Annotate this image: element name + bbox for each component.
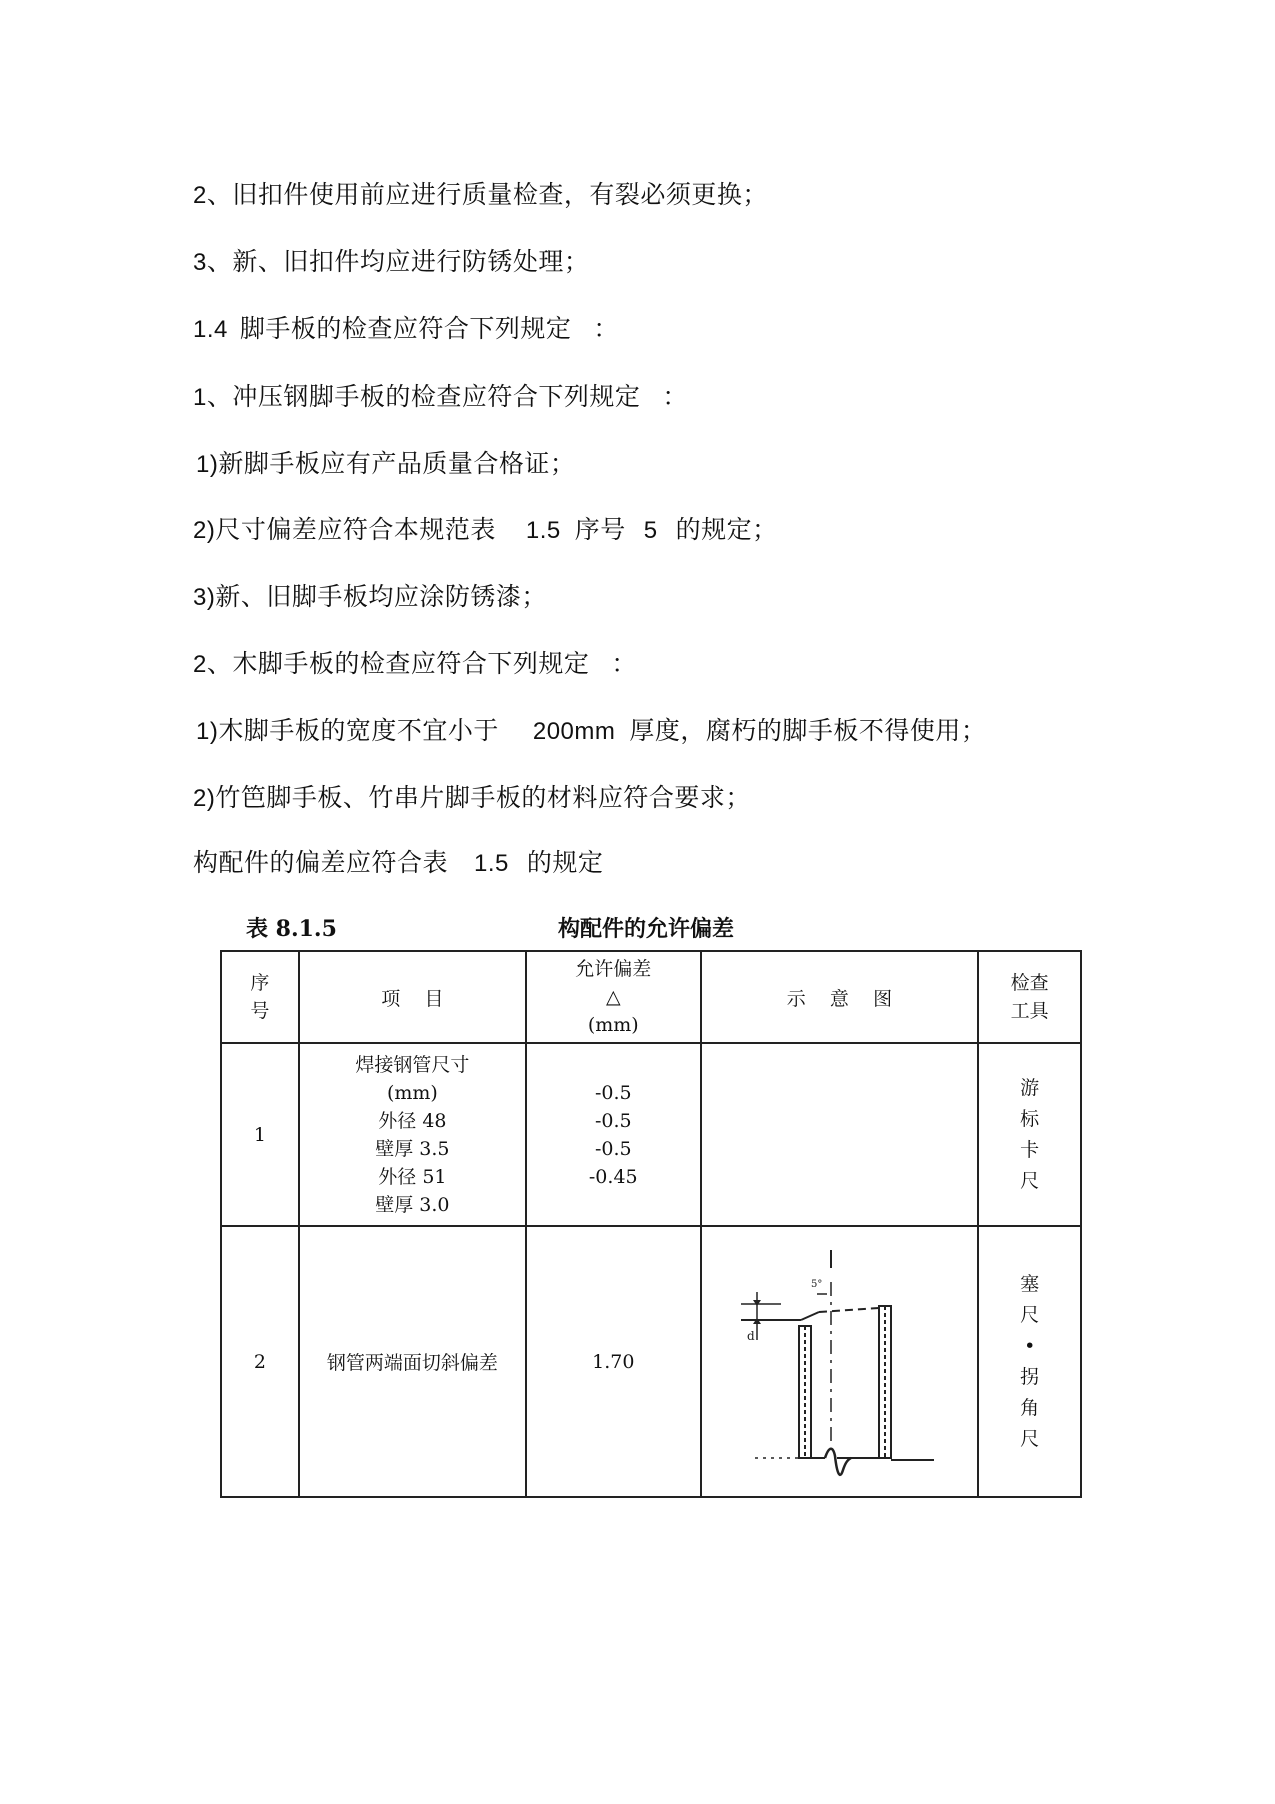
text-line-7: 3)新、旧脚手板均应涂防锈漆； bbox=[193, 582, 547, 611]
row1-tool: 游 标 卡 尺 bbox=[978, 1043, 1081, 1226]
text-line-11: 构配件的偏差应符合表 1.5 的规定 bbox=[193, 848, 604, 877]
text-line-1: 2、旧扣件使用前应进行质量检查，有裂必须更换； bbox=[193, 180, 768, 209]
text-line-2: 3、新、旧扣件均应进行防锈处理； bbox=[193, 247, 590, 276]
header-tool: 检查 工具 bbox=[978, 951, 1081, 1043]
row2-item: 钢管两端面切斜偏差 bbox=[299, 1226, 526, 1497]
row2-tool: 塞 尺 • 拐 角 尺 bbox=[978, 1226, 1081, 1497]
header-seq: 序 号 bbox=[221, 951, 299, 1043]
table-header-row bbox=[221, 951, 1081, 1043]
text-line-4: 1、冲压钢脚手板的检查应符合下列规定 ： bbox=[193, 382, 688, 411]
table-number: 表 8.1.5 bbox=[246, 916, 337, 942]
row1-diagram bbox=[701, 1043, 979, 1226]
text-line-9: 1)木脚手板的宽度不宜小于 200mm 厚度，腐朽的脚手板不得使用； bbox=[196, 716, 987, 745]
table-row bbox=[221, 1226, 1081, 1497]
section-heading-1-4: 1.4 脚手板的检查应符合下列规定 ： bbox=[193, 314, 619, 343]
row2-seq: 2 bbox=[221, 1226, 299, 1497]
svg-text:5°: 5° bbox=[811, 1278, 823, 1290]
row1-item: 焊接钢管尺寸 (mm) 外径 48 壁厚 3.5 外径 51 壁厚 3.0 bbox=[299, 1043, 526, 1226]
row2-deviation: 1.70 bbox=[526, 1226, 700, 1497]
header-deviation: 允许偏差 △ (mm) bbox=[526, 951, 700, 1043]
deviation-table bbox=[220, 950, 1082, 1498]
row1-seq: 1 bbox=[221, 1043, 299, 1226]
svg-text:d: d bbox=[747, 1328, 756, 1343]
header-item: 项 目 bbox=[299, 951, 526, 1043]
text-line-8: 2、木脚手板的检查应符合下列规定 ： bbox=[193, 649, 637, 678]
row2-diagram bbox=[701, 1226, 979, 1497]
table-title: 构配件的允许偏差 bbox=[558, 916, 735, 942]
pipe-end-bevel-diagram bbox=[719, 1242, 959, 1482]
row1-deviation: -0.5 -0.5 -0.5 -0.45 bbox=[526, 1043, 700, 1226]
text-line-10: 2)竹笆脚手板、竹串片脚手板的材料应符合要求； bbox=[193, 783, 751, 812]
header-diagram: 示 意 图 bbox=[701, 951, 979, 1043]
text-line-5: 1)新脚手板应有产品质量合格证； bbox=[196, 449, 576, 478]
table-row bbox=[221, 1043, 1081, 1226]
text-line-6: 2)尺寸偏差应符合本规范表 1.5 序号 5 的规定； bbox=[193, 515, 778, 544]
